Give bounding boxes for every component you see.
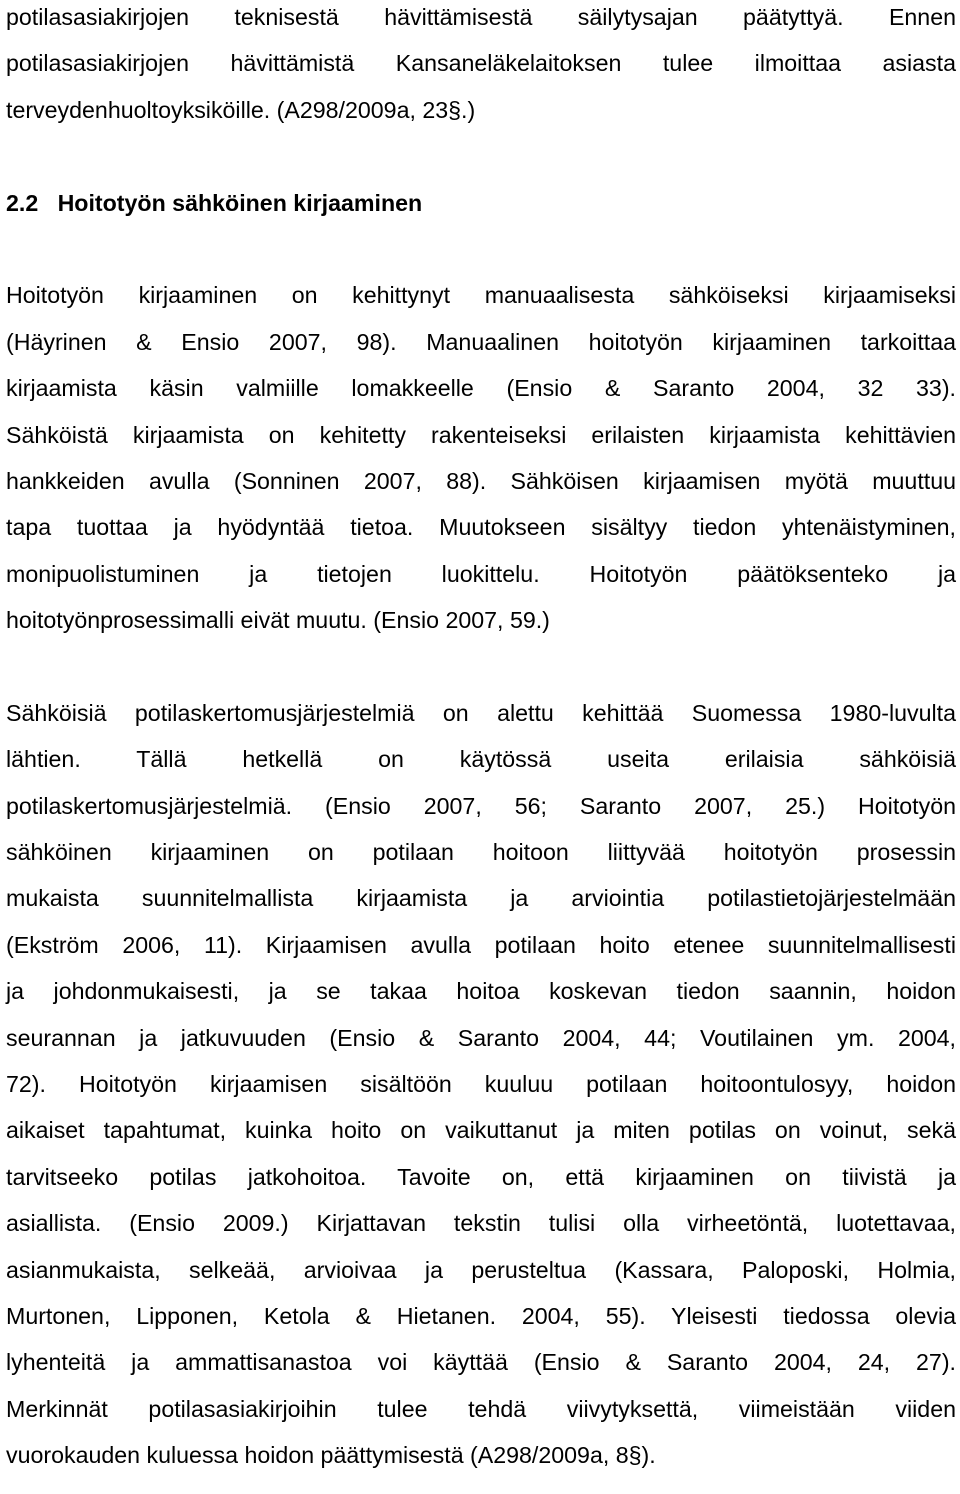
section-number: 2.2 — [6, 189, 39, 216]
paragraph-1 — [6, 272, 956, 643]
text-line: Sähköisiä potilaskertomusjärjestelmiä on alettu kehittää Suomessa 1980-luvulta — [6, 699, 956, 726]
text-line: Sähköistä kirjaamista on kehitetty rakenteiseksi erilaisten kirjaamista kehittävien — [6, 421, 956, 448]
paragraph-continuation — [6, 0, 956, 133]
text-line: terveydenhuoltoyksiköille. (A298/2009a, 23§.) — [6, 96, 476, 123]
text-line: tapa tuottaa ja hyödyntää tietoa. Muutokseen sisältyy tiedon yhtenäistyminen, — [6, 514, 956, 541]
text-line: vuorokauden kuluessa hoidon päättymisestä (A298/2009a, 8§). — [6, 1442, 656, 1469]
text-line: mukaista suunnitelmallista kirjaamista ja arviointia potilastietojärjestelmään — [6, 885, 956, 912]
paragraph-2 — [6, 690, 956, 1479]
spacer — [6, 133, 956, 179]
text-line: Murtonen, Lipponen, Ketola & Hietanen. 2004, 55). Yleisesti tiedossa olevia — [6, 1302, 956, 1329]
text-line: asianmukaista, selkeää, arvioivaa ja perusteltua (Kassara, Paloposki, Holmia, — [6, 1256, 956, 1283]
text-line: (Häyrinen & Ensio 2007, 98). Manuaalinen hoitotyön kirjaaminen tarkoittaa — [6, 328, 956, 355]
text-line: potilaskertomusjärjestelmiä. (Ensio 2007, 56; Saranto 2007, 25.) Hoitotyön — [6, 792, 956, 819]
spacer — [6, 643, 956, 689]
text-line: potilasasiakirjojen teknisestä hävittämisestä säilytysajan päätyttyä. Ennen — [6, 4, 956, 30]
text-line: Merkinnät potilasasiakirjoihin tulee tehdä viivytyksettä, viimeistään viiden — [6, 1395, 956, 1422]
text-line: ja johdonmukaisesti, ja se takaa hoitoa koskevan tiedon saannin, hoidon — [6, 978, 956, 1005]
text-line: lähtien. Tällä hetkellä on käytössä useita erilaisia sähköisiä — [6, 746, 956, 773]
text-line: aikaiset tapahtumat, kuinka hoito on vaikuttanut ja miten potilas on voinut, sekä — [6, 1117, 956, 1144]
document-page — [6, 0, 956, 1479]
text-line: lyhenteitä ja ammattisanastoa voi käyttää (Ensio & Saranto 2004, 24, 27). — [6, 1349, 956, 1376]
text-line: hankkeiden avulla (Sonninen 2007, 88). Sähköisen kirjaamisen myötä muuttuu — [6, 467, 956, 494]
section-title: Hoitotyön sähköinen kirjaaminen — [57, 189, 423, 216]
text-line: sähköinen kirjaaminen on potilaan hoitoon liittyvää hoitotyön prosessin — [6, 839, 956, 866]
text-line: tarvitseeko potilas jatkohoitoa. Tavoite on, että kirjaaminen on tiivistä ja — [6, 1163, 956, 1190]
text-line: seurannan ja jatkuvuuden (Ensio & Saranto 2004, 44; Voutilainen ym. 2004, — [6, 1024, 956, 1051]
text-line: hoitotyönprosessimalli eivät muutu. (Ensio 2007, 59.) — [6, 607, 550, 634]
text-line: kirjaamista käsin valmiille lomakkeelle (Ensio & Saranto 2004, 32 33). — [6, 375, 956, 402]
spacer — [6, 226, 956, 272]
text-line: asiallista. (Ensio 2009.) Kirjattavan tekstin tulisi olla virheetöntä, luotettavaa, — [6, 1210, 956, 1237]
text-line: 72). Hoitotyön kirjaamisen sisältöön kuuluu potilaan hoitoontulosyy, hoidon — [6, 1070, 956, 1097]
text-line: potilasasiakirjojen hävittämistä Kansaneläkelaitoksen tulee ilmoittaa asiasta — [6, 50, 956, 77]
text-line: (Ekström 2006, 11). Kirjaamisen avulla potilaan hoito etenee suunnitelmallisesti — [6, 931, 956, 958]
section-heading — [6, 180, 956, 226]
text-line: Hoitotyön kirjaaminen on kehittynyt manuaalisesta sähköiseksi kirjaamiseksi — [6, 282, 956, 309]
text-line: monipuolistuminen ja tietojen luokittelu. Hoitotyön päätöksenteko ja — [6, 560, 956, 587]
